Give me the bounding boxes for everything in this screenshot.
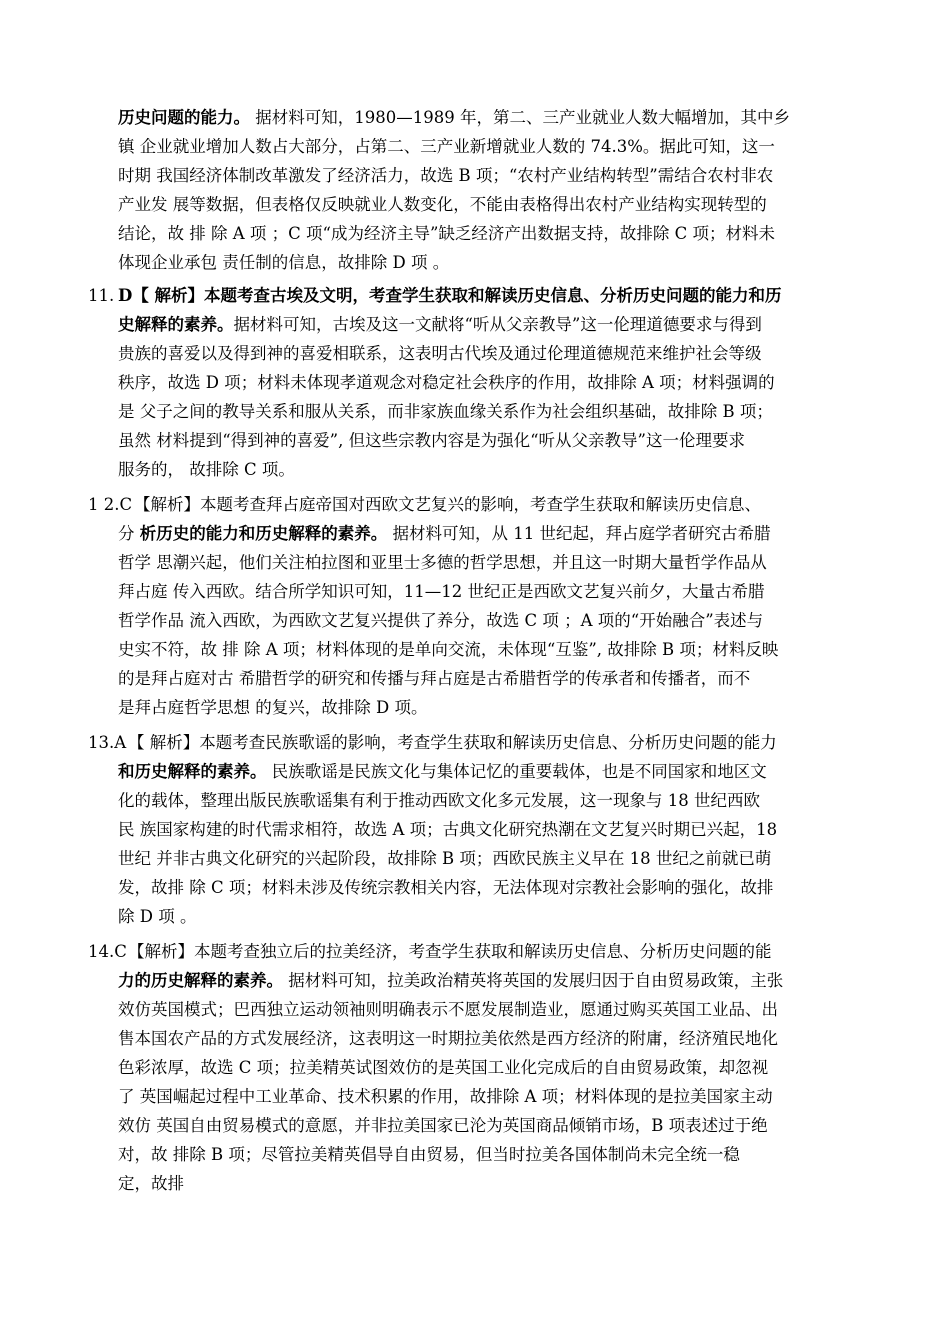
text-line: 效仿英国模式；巴西独立运动领袖则明确表示不愿发展制造业，愿通过购买英国工业品、出	[118, 1000, 778, 1019]
text-line: 史解释的素养。据材料可知，古埃及这一文献将“听从父亲教导”这一伦理道德要求与得到	[118, 315, 762, 334]
text-line: 和历史解释的素养。 民族歌谣是民族文化与集体记忆的重要载体，也是不同国家和地区文	[118, 762, 767, 781]
text-line: 虽然 材料提到“得到神的喜爱”, 但这些宗教内容是为强化“听从父亲教导”这一伦理要求	[118, 431, 745, 450]
text-line: 结论，故 排 除 A 项 ；C 项“成为经济主导”缺乏经济产出数据支持，故排除 C 项；材料未	[118, 224, 775, 243]
text-line: 产业发 展等数据，但表格仅反映就业人数变化，不能由表格得出农村产业结构实现转型的	[118, 195, 767, 214]
text-line: 民 族国家构建的时代需求相符，故选 A 项；古典文化研究热潮在文艺复兴时期已兴起，18	[118, 820, 778, 839]
text-line: 历史问题的能力。 据材料可知，1980—1989 年，第二、三产业就业人数大幅增加，其中乡	[118, 108, 790, 127]
question-number: 13.A	[88, 733, 127, 752]
text-line: 了 英国崛起过程中工业革命、技术积累的作用，故排除 A 项；材料体现的是拉美国家主动	[118, 1087, 773, 1106]
text-line: 体现企业承包 责任制的信息，故排除 D 项 。	[118, 253, 450, 272]
text-line: 哲学 思潮兴起，他们关注柏拉图和亚里士多德的哲学思想，并且这一时期大量哲学作品从	[118, 553, 767, 572]
text-line: 对，故 排除 B 项；尽管拉美精英倡导自由贸易，但当时拉美各国体制尚未完全统一稳	[118, 1145, 740, 1164]
text-line: 秩序，故选 D 项；材料未体现孝道观念对稳定社会秩序的作用，故排除 A 项；材料强调的	[118, 373, 775, 392]
text-line: 效仿 英国自由贸易模式的意愿，并非拉美国家已沦为英国商品倾销市场，B 项表述过于绝	[118, 1116, 768, 1135]
text-line: 发，故排 除 C 项；材料未涉及传统宗教相关内容，无法体现对宗教社会影响的强化，故排	[118, 878, 774, 897]
text-line: 史实不符，故 排 除 A 项；材料体现的是单向交流，未体现“互鉴”, 故排除 B 项；材料反映	[118, 640, 779, 659]
text-line: 镇 企业就业增加人数占大部分，占第二、三产业新增就业人数的 74.3%。据此可知，这一	[118, 137, 775, 156]
text-line: 是拜占庭哲学思想 的复兴，故排除 D 项。	[118, 698, 428, 717]
text-line: 【解析】本题考查独立后的拉美经济，考查学生获取和解读历史信息、分析历史问题的能	[128, 942, 772, 961]
text-line: 售本国农产品的方式发展经济，这表明这一时期拉美依然是西方经济的附庸，经济殖民地化	[118, 1029, 778, 1048]
text-line: 贵族的喜爱以及得到神的喜爱相联系，这表明古代埃及通过伦理道德规范来维护社会等级	[118, 344, 762, 363]
text-line: 【 解析】本题考查民族歌谣的影响，考查学生获取和解读历史信息、分析历史问题的能力	[128, 733, 777, 752]
text-line: 的是拜占庭对古 希腊哲学的研究和传播与拜占庭是古希腊哲学的传承者和传播者，而不	[118, 669, 751, 688]
question-number: 14.C	[88, 942, 127, 961]
text-line: 拜占庭 传入西欧。结合所学知识可知，11—12 世纪正是西欧文艺复兴前夕，大量古希腊	[118, 582, 765, 601]
text-line: 定，故排	[118, 1174, 184, 1193]
text-line: 化的载体，整理出版民族歌谣集有利于推动西欧文化多元发展，这一现象与 18 世纪西欧	[118, 791, 760, 810]
text-line: 力的历史解释的素养。 据材料可知，拉美政治精英将英国的发展归因于自由贸易政策，主张	[118, 971, 784, 990]
question-number: 1 2.C	[88, 495, 133, 514]
text-line: D【 解析】本题考查古埃及文明，考查学生获取和解读历史信息、分析历史问题的能力和历	[118, 286, 782, 305]
text-line: 是 父子之间的教导关系和服从关系，而非家族血缘关系作为社会组织基础，故排除 B 项；	[118, 402, 773, 421]
question-number: 11.	[88, 286, 115, 305]
text-line: 分 析历史的能力和历史解释的素养。 据材料可知，从 11 世纪起，拜占庭学者研究古希腊	[118, 524, 771, 543]
text-line: 世纪 并非古典文化研究的兴起阶段，故排除 B 项；西欧民族主义早在 18 世纪之前就已萌	[118, 849, 772, 868]
text-line: 服务的， 故排除 C 项。	[118, 460, 295, 479]
text-line: 除 D 项 。	[118, 907, 197, 926]
text-line: 色彩浓厚，故选 C 项；拉美精英试图效仿的是英国工业化完成后的自由贸易政策，却忽视	[118, 1058, 769, 1077]
text-line: 【解析】本题考查拜占庭帝国对西欧文艺复兴的影响，考查学生获取和解读历史信息、	[134, 495, 761, 514]
text-line: 哲学作品 流入西欧，为西欧文艺复兴提供了养分，故选 C 项 ；A 项的“开始融合”表述与	[118, 611, 764, 630]
text-line: 时期 我国经济体制改革激发了经济活力，故选 B 项；“农村产业结构转型”需结合农村非农	[118, 166, 774, 185]
